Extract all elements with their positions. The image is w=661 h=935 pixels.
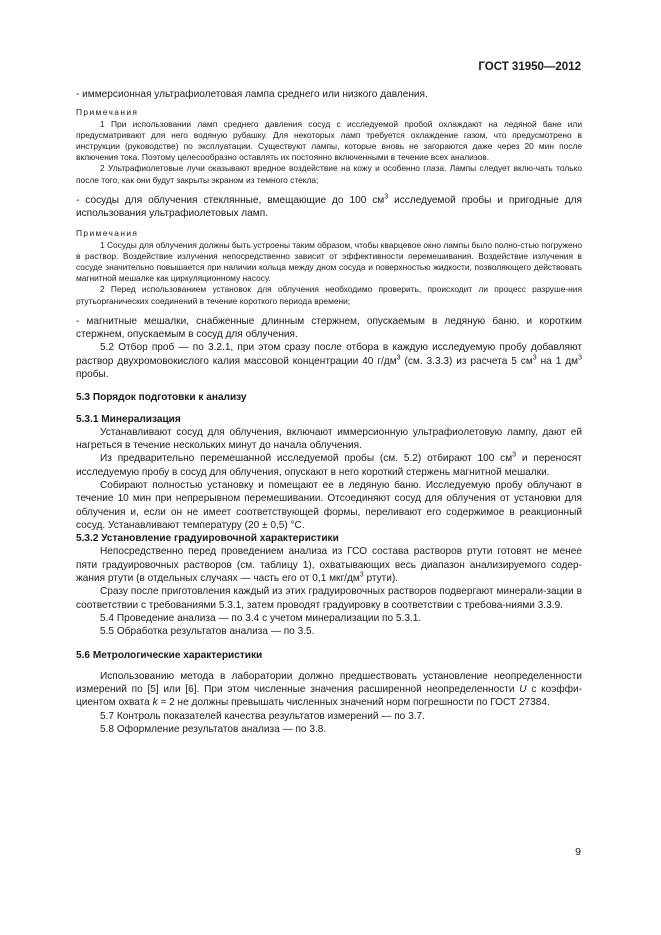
paragraph: 5.4 Проведение анализа — по 3.4 с учетом минерализации по 5.3.1.	[100, 612, 422, 624]
paragraph: Непосредственно перед проведением анализа из ГСО состава растворов ртути готовят не менее пяти градуировочных растворов (см. таблицу 1), охватывающих весь диапазон анализируемого содер-жания ртути (в отдельных случаях — часть его от 0,1 мкг/$дм^3$ ртути).	[76, 546, 582, 585]
section-heading: 5.6 Метрологические характеристики	[76, 649, 263, 661]
spacer	[76, 220, 582, 228]
note-paragraph: 2 Ультрафиолетовые лучи оказывают вредное воздействие на кожу и особенно глаза. Лампы следует вклю-чать только после того, как они будут закрыты экраном из темного стекла;	[76, 163, 582, 185]
note-paragraph: 2 Перед использованием установок для облучения необходимо проверить, происходит ли процесс разруше-ния ртутьорганических соединений в течение короткого периода времени;	[76, 284, 582, 306]
paragraph: - иммерсионная ультрафиолетовая лампа среднего или низкого давления.	[76, 89, 428, 100]
note-title: Примечания	[76, 228, 139, 239]
section-heading: 5.3.1 Минерализация	[76, 413, 181, 425]
paragraph: 5.8 Оформление результатов анализа — по 3.8.	[100, 724, 327, 736]
spacer	[76, 307, 582, 315]
spacer	[76, 639, 582, 649]
paragraph: 5.2 Отбор проб — по 3.2.1, при этом сразу после отбора в каждую исследуемую пробу добавляют раствор двухромовокислого калия массовой концентрации 40 $г/дм^3$ (см. 3.3.3) из расчета 5 $см^3$ на 1 $дм^3$ пробы.	[76, 342, 582, 380]
section-heading: 5.3 Порядок подготовки к анализу	[76, 392, 247, 404]
paragraph: Использованию метода в лаборатории должно предшествовать установление неопределенности измерений по [5] или [6]. При этом численные значения расширенной неопределенности U с коэффи-циентом охвата k = 2 не должны превышать численных значений норм погрешности по ГОСТ 27384.	[76, 670, 583, 709]
paragraph: 5.7 Контроль показателей качества результатов измерений — по 3.7.	[100, 710, 425, 722]
spacer	[76, 405, 582, 413]
spacer	[76, 662, 582, 670]
spacer	[76, 186, 582, 194]
note-paragraph: 1 При использовании ламп среднего давления сосуд с исследуемой пробой охлаждают на ледяной бане или предусматривают для него водяную рубашку. Для некоторых ламп требуется охлаждение газом, что предусмотрено в инструкции (руководстве) по эксплуатации. Существуют лампы, которые вновь не загораются даже через 20 мин после включения тока. Поэтому целесообразно оставлять их постоянно включенными в течение всех анализов.	[76, 118, 582, 163]
paragraph: Устанавливают сосуд для облучения, включают иммерсионную ультрафиолетовую лампу, дают ей нагреться в течение нескольких минут до начала облучения.	[76, 426, 582, 452]
spacer	[76, 381, 582, 391]
paragraph: Сразу после приготовления каждый из этих градуировочных растворов подвергают минерали-зации в соответствии с требованиями 5.3.1, затем проводят градуировку в соответствии с требова-ниями 3.3.9.	[76, 586, 582, 611]
paragraph: Из предварительно перемешанной исследуемой пробы (см. 5.2) отбирают 100 $см^3$ и переносят исследуемую пробу в сосуд для облучения, опускают в него короткий стержень магнитной мешалки.	[76, 452, 582, 478]
paragraph: - магнитные мешалки, снабженные длинным стержнем, опускаемым в ледяную баню, и коротким стержнем, опускаемым в сосуд для облучения.	[76, 315, 582, 341]
standard-number: ГОСТ 31950—2012	[478, 61, 581, 73]
document-body	[76, 88, 582, 736]
note-title: Примечания	[76, 107, 139, 118]
note-paragraph: 1 Сосуды для облучения должны быть устроены таким образом, чтобы кварцевое окно лампы было полно-стью погружено в раствор. Воздействие излучения непосредственно зависит от эффективности перемешивания. Воздействие излучения в сосуде значительно повышается при наличии кольца между дном сосуда и поверхностью жидкости, позволяющего действовать магнитной мешалке как циркуляционному насосу.	[76, 239, 582, 284]
section-heading: 5.3.2 Установление градуировочной характеристики	[76, 533, 339, 545]
page-number: 9	[575, 846, 581, 858]
paragraph: - сосуды для облучения стеклянные, вмещающие до 100 $см^3$ исследуемой пробы и пригодные для использования ультрафиолетовых ламп.	[76, 193, 582, 220]
paragraph: Собирают полностью установку и помещают ее в ледяную баню. Исследуемую пробу облучают в течение 10 мин при непрерывном перемешивании. Отсоединяют сосуд для облучения от установки для облучения и, если он не имеет соответствующей формы, переливают его содержимое в реакционный сосуд. Устанавливают температуру (20 ± 0,5) °С.	[76, 480, 582, 531]
paragraph: 5.5 Обработка результатов анализа — по 3.5.	[100, 626, 315, 638]
